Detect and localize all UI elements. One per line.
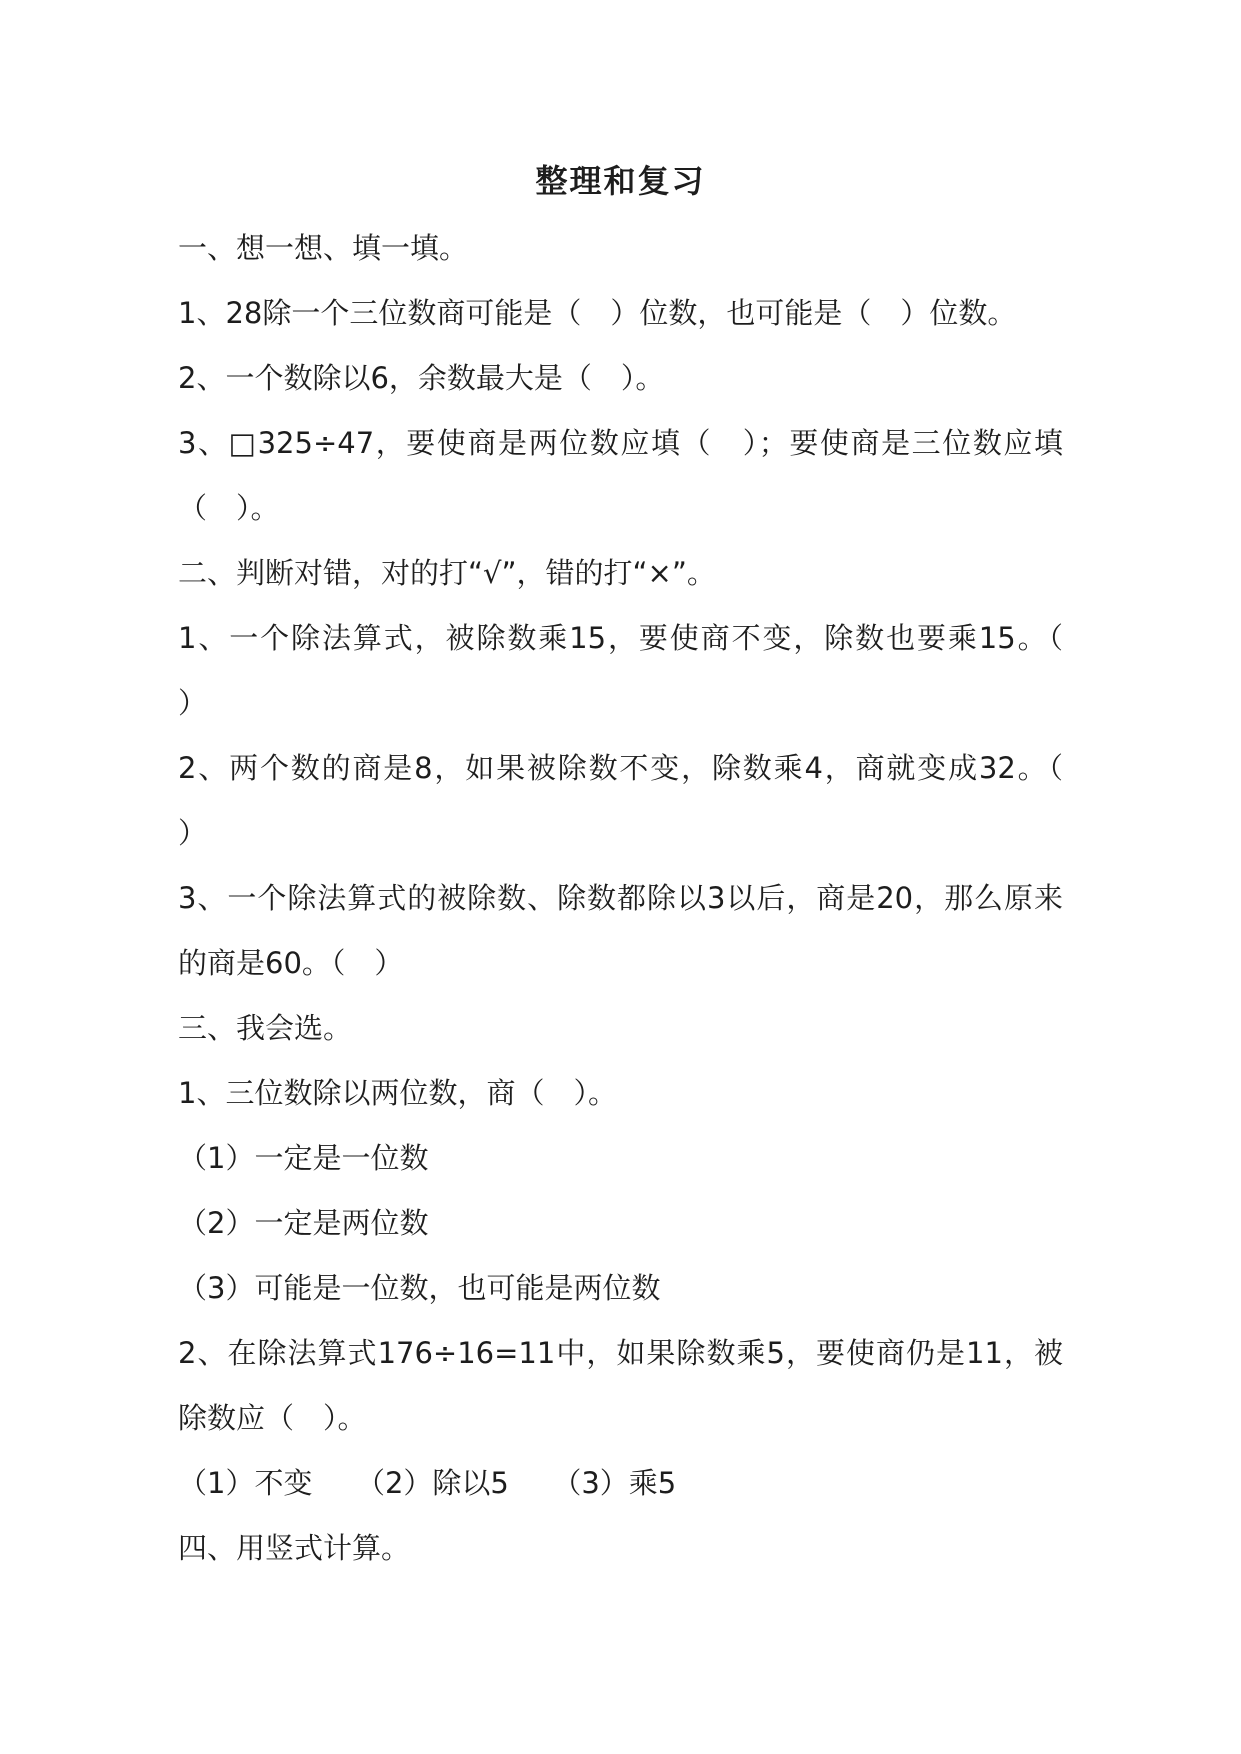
paragraph-line: 二、判断对错，对的打“√”，错的打“×”。 bbox=[178, 556, 716, 590]
paragraph-line: 1、28除一个三位数商可能是（ ）位数，也可能是（ ）位数。 bbox=[178, 296, 1017, 330]
worksheet-body bbox=[178, 216, 1063, 1581]
paragraph-line: 的商是60。（ ） bbox=[178, 946, 404, 980]
paragraph-line: 1、一个除法算式，被除数乘15，要使商不变，除数也要乘15。（ bbox=[178, 621, 1063, 655]
paragraph-line: 一、想一想、填一填。 bbox=[178, 231, 469, 265]
paragraph-line: 1、三位数除以两位数，商（ ）。 bbox=[178, 1076, 617, 1110]
paragraph-line: 2、在除法算式176÷16=11中，如果除数乘5，要使商仍是11，被 bbox=[178, 1336, 1063, 1370]
paragraph-line: （3）可能是一位数，也可能是两位数 bbox=[178, 1271, 661, 1305]
paragraph-line: ） bbox=[178, 816, 208, 850]
paragraph-line: 四、用竖式计算。 bbox=[178, 1531, 411, 1565]
paragraph-line: 2、两个数的商是8，如果被除数不变，除数乘4，商就变成32。（ bbox=[178, 751, 1063, 785]
page-title: 整理和复习 bbox=[535, 162, 706, 200]
paragraph-line: （1）不变 （2）除以5 （3）乘5 bbox=[178, 1466, 677, 1500]
paragraph-line: （1）一定是一位数 bbox=[178, 1141, 429, 1175]
paragraph-line: （ ）。 bbox=[178, 491, 280, 525]
paragraph-line: 三、我会选。 bbox=[178, 1011, 353, 1045]
paragraph-line: 3、□325÷47，要使商是两位数应填（ ）；要使商是三位数应填 bbox=[178, 426, 1063, 460]
paragraph-line: 2、一个数除以6，余数最大是（ ）。 bbox=[178, 361, 665, 395]
paragraph-line: 3、一个除法算式的被除数、除数都除以3以后，商是20，那么原来 bbox=[178, 881, 1063, 915]
paragraph-line: ） bbox=[178, 686, 208, 720]
paragraph-line: （2）一定是两位数 bbox=[178, 1206, 429, 1240]
paragraph-line: 除数应（ ）。 bbox=[178, 1401, 367, 1435]
